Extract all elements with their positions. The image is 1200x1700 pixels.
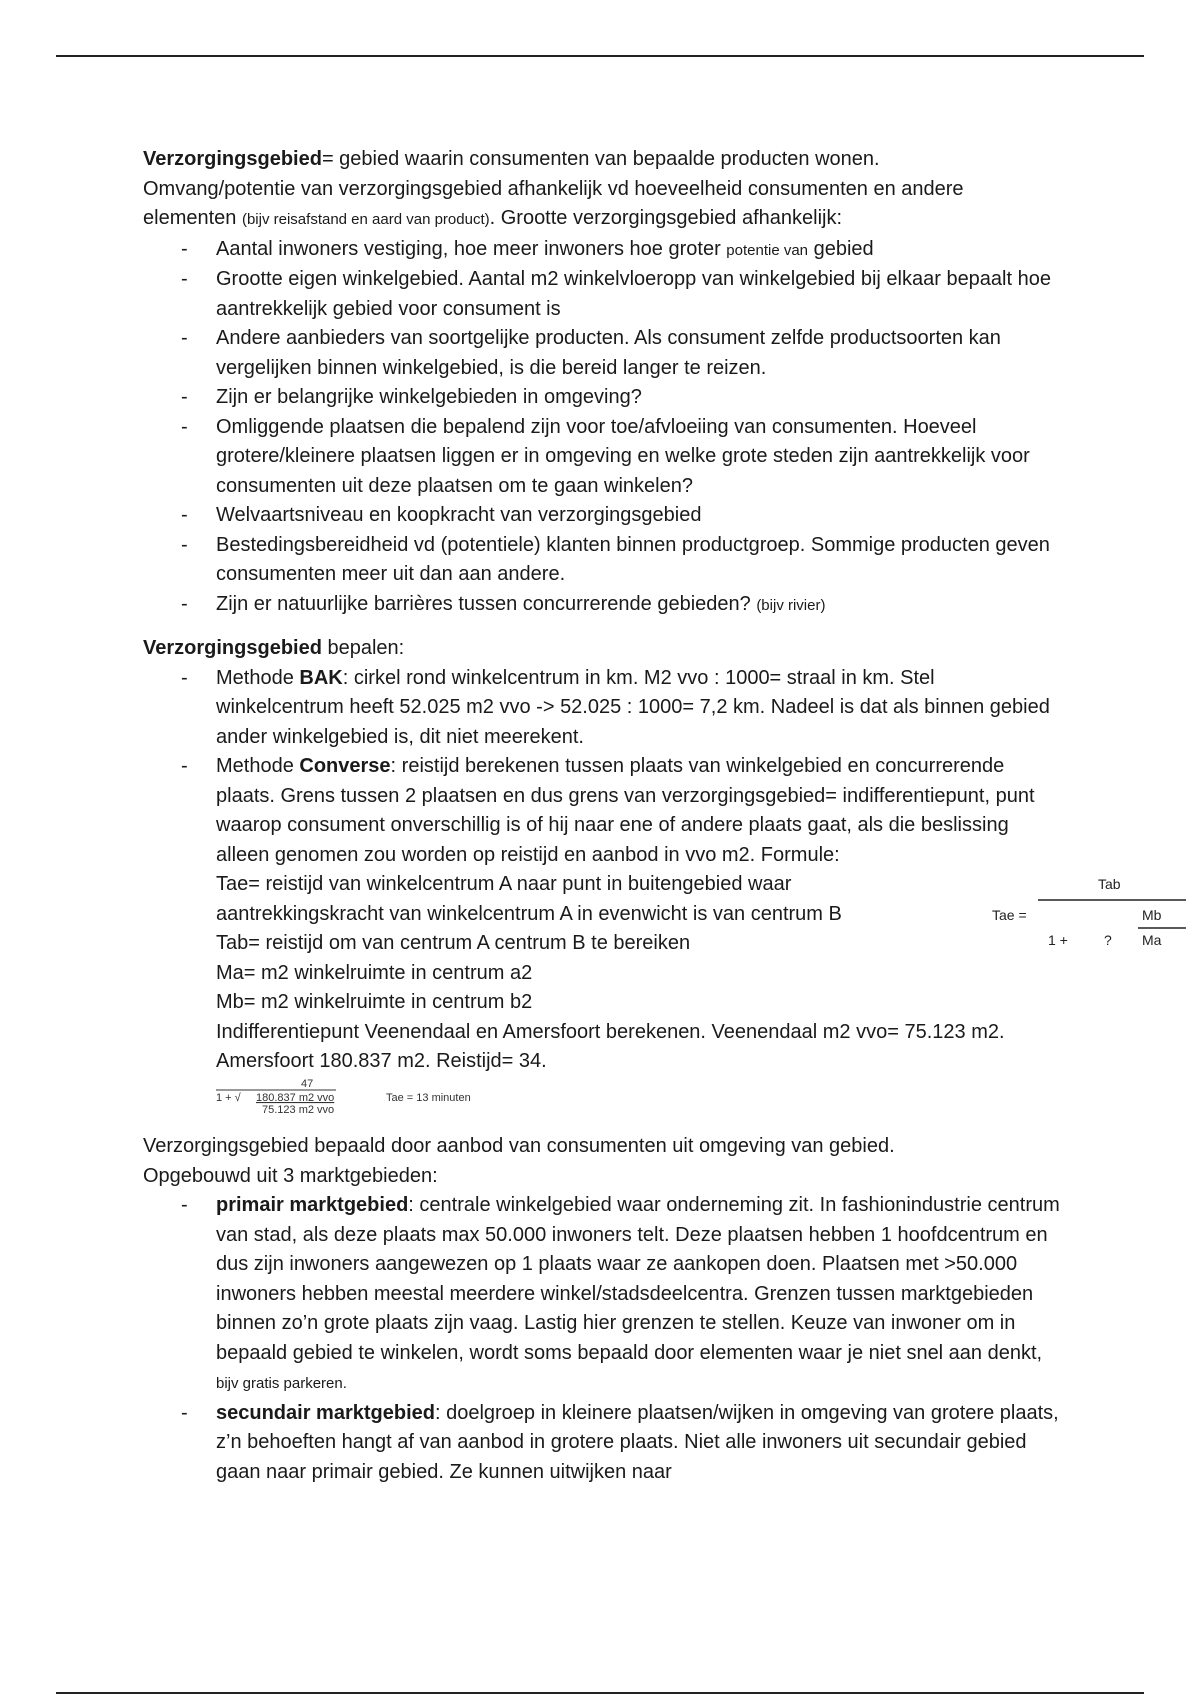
formula-one-plus: 1 + [1048, 932, 1068, 948]
list-item: - Bestedingsbereidheid vd (potentiele) klanten binnen productgroep. Sommige producten geven consumenten meer uit dan aan andere. [143, 531, 1063, 590]
example-denominator-left: 1 + √ [216, 1091, 241, 1104]
example-bottom-value: 75.123 m2 vvo [262, 1103, 335, 1116]
example-result: Tae = 13 minuten [386, 1091, 471, 1104]
list-item: - Zijn er belangrijke winkelgebieden in omgeving? [143, 383, 1063, 413]
example-formula-svg [216, 1077, 516, 1123]
intro-paragraph: Verzorgingsgebied= gebied waarin consumenten van bepaalde producten wonen. Omvang/potentie van verzorgingsgebied afhankelijk vd hoeveelheid consumenten en andere elementen (bijv reisafstand en aard van product). Grootte verzorgingsgebied afhankelijk: [143, 148, 964, 229]
formula-ma: Ma [1142, 932, 1162, 948]
list-item: - Grootte eigen winkelgebied. Aantal m2 winkelvloeropp van winkelgebied bij elkaar bepaalt hoe aantrekkelijk gebied voor consument is [143, 265, 1063, 324]
list-item: - Omliggende plaatsen die bepalend zijn voor toe/afvloeiing van consumenten. Hoeveel grotere/kleinere plaatsen liggen er in omgeving en welke grote steden zijn aantrekkelijk voor consumenten uit deze plaatsen om te gaan winkelen? [143, 413, 1063, 502]
bottom-rule [56, 1692, 1144, 1694]
formula-lhs: Tae = [992, 907, 1027, 923]
factors-list [143, 235, 1063, 621]
list-item: - Andere aanbieders van soortgelijke producten. Als consument zelfde productsoorten kan vergelijken binnen winkelgebied, is die bereid langer te reizen. [143, 324, 1063, 383]
formula-numerator: Tab [1098, 876, 1121, 892]
methods-list [143, 664, 1063, 1077]
list-item: - Zijn er natuurlijke barrières tussen concurrerende gebieden? (bijv rivier) [143, 590, 1063, 621]
formula-root: ? [1104, 932, 1112, 948]
document-body [143, 145, 1063, 1487]
top-rule [56, 55, 1144, 57]
list-item: - Welvaartsniveau en koopkracht van verzorgingsgebied [143, 501, 1063, 531]
example-top-value: 180.837 m2 vvo [256, 1091, 335, 1104]
method-converse: - Methode Converse: reistijd berekenen tussen plaats van winkelgebied en concurrerende plaats. Grens tussen 2 plaatsen en dus grens van verzorgingsgebied= indifferentiepunt, punt waarop consument onverschillig is of hij naar ene of andere plaats gaat, als die beslissing alleen genomen zou worden op reistijd en aanbod in vvo m2. Formule: Tae= reistijd van winkelcentrum A naar punt in buitengebied waar aantrekkingskracht van winkelcentrum A in evenwicht is van centrum B Tab= reistijd om van centrum A centrum B te bereiken Ma= m2 winkelruimte in centrum a2 Mb= m2 winkelruimte in centrum b2 Indifferentiepunt Veenendaal en Amersfoort berekenen. Veenendaal m2 vvo= 75.123 m2. Amersfoort 180.837 m2. Reistijd= 34. [143, 752, 1063, 1077]
method-bak: - Methode BAK: cirkel rond winkelcentrum in km. M2 vvo : 1000= straal in km. Stel winkelcentrum heeft 52.025 m2 vvo -> 52.025 : 1000= 7,2 km. Nadeel is dat als binnen gebied ander winkelgebied is, dit niet meerekent. [143, 664, 1063, 753]
example-formula [143, 1077, 1063, 1133]
marktgebieden-intro: Verzorgingsgebied bepaald door aanbod van consumenten uit omgeving van gebied. Opgebouwd uit 3 marktgebieden: [143, 1135, 895, 1187]
methods-heading: Verzorgingsgebied bepalen: [143, 637, 405, 659]
converse-formula-svg [988, 873, 1188, 963]
example-numerator: 47 [301, 1077, 314, 1090]
list-item: - Aantal inwoners vestiging, hoe meer inwoners hoe groter potentie van gebied [143, 235, 1063, 266]
primair-marktgebied: - primair marktgebied: centrale winkelgebied waar onderneming zit. In fashionindustrie centrum van stad, als deze plaats max 50.000 inwoners telt. Deze plaatsen hebben 1 hoofdcentrum en dus zijn inwoners aangewezen op 1 plaats waar ze aankopen doen. Plaatsen met >50.000 inwoners hebben meestal meerdere winkel/stadsdeelcentra. Grenzen tussen marktgebieden binnen zo’n grote plaats zijn vaag. Lastig hier grenzen te stellen. Keuze van inwoner om in bepaald gebied te winkelen, wordt soms bepaald door elementen waar je niet snel aan denkt, bijv gratis parkeren. [143, 1191, 1063, 1399]
secundair-marktgebied: - secundair marktgebied: doelgroep in kleinere plaatsen/wijken in omgeving van grotere plaats, z’n behoeften hangt af van aanbod in grotere plaats. Niet alle inwoners uit secundair gebied gaan naar primair gebied. Ze kunnen uitwijken naar [143, 1399, 1063, 1488]
marktgebieden-list [143, 1191, 1063, 1487]
formula-mb: Mb [1142, 907, 1162, 923]
term-verzorgingsgebied: Verzorgingsgebied [143, 148, 322, 170]
converse-formula [988, 873, 1188, 963]
